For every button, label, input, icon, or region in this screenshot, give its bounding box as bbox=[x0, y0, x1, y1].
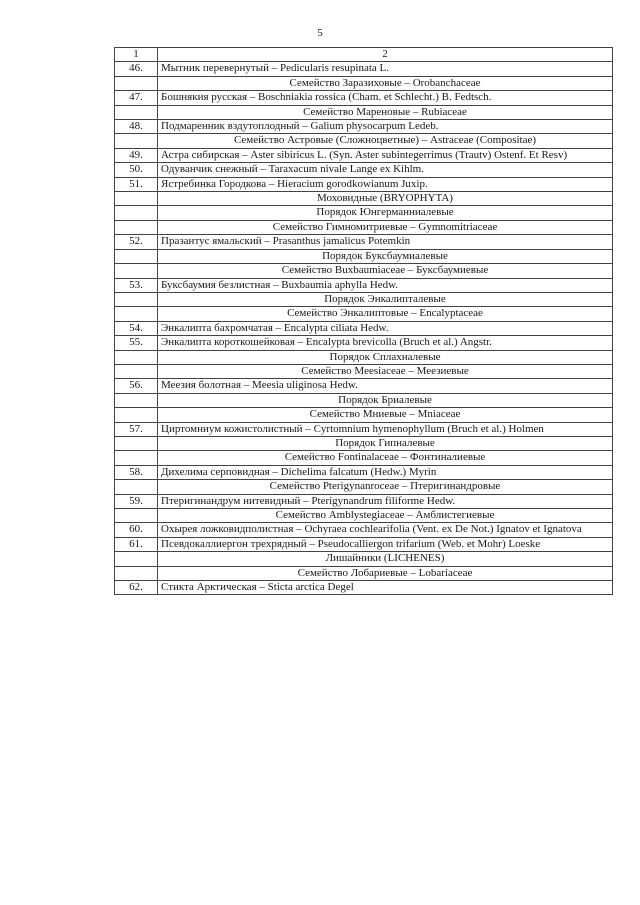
empty-number-cell bbox=[115, 408, 158, 422]
empty-number-cell bbox=[115, 292, 158, 306]
species-name-cell: Подмаренник вздутоплодный – Galium physocarpum Ledeb. bbox=[158, 120, 613, 134]
section-heading-row bbox=[115, 134, 613, 148]
section-heading-cell: Семейство Астровые (Сложноцветные) – Astraceae (Compositae) bbox=[158, 134, 613, 148]
species-number-cell: 60. bbox=[115, 523, 158, 537]
species-number-cell: 50. bbox=[115, 163, 158, 177]
species-row bbox=[115, 120, 613, 134]
species-name-cell: Циртомниум кожистолистный – Cyrtomnium hymenophyllum (Bruch et al.) Holmen bbox=[158, 422, 613, 436]
species-row bbox=[115, 465, 613, 479]
section-heading-row bbox=[115, 436, 613, 450]
species-name-cell: Стикта Арктическая – Sticta arctica Degel bbox=[158, 581, 613, 595]
species-row bbox=[115, 581, 613, 595]
section-heading-row bbox=[115, 264, 613, 278]
species-number-cell: 55. bbox=[115, 336, 158, 350]
species-number-cell: 61. bbox=[115, 537, 158, 551]
species-number-cell: 49. bbox=[115, 148, 158, 162]
section-heading-row bbox=[115, 206, 613, 220]
species-row bbox=[115, 494, 613, 508]
header-cell-name: 2 bbox=[158, 48, 613, 62]
empty-number-cell bbox=[115, 134, 158, 148]
species-row bbox=[115, 163, 613, 177]
section-heading-row bbox=[115, 192, 613, 206]
species-number-cell: 47. bbox=[115, 91, 158, 105]
species-number-cell: 56. bbox=[115, 379, 158, 393]
species-row bbox=[115, 336, 613, 350]
section-heading-row bbox=[115, 451, 613, 465]
species-row bbox=[115, 62, 613, 76]
species-row bbox=[115, 321, 613, 335]
header-cell-number: 1 bbox=[115, 48, 158, 62]
section-heading-cell: Моховидные (BRYOPHYTA) bbox=[158, 192, 613, 206]
empty-number-cell bbox=[115, 206, 158, 220]
species-number-cell: 59. bbox=[115, 494, 158, 508]
section-heading-cell: Семейство Fontinalaceae – Фонтиналиевые bbox=[158, 451, 613, 465]
section-heading-row bbox=[115, 509, 613, 523]
empty-number-cell bbox=[115, 509, 158, 523]
empty-number-cell bbox=[115, 105, 158, 119]
species-number-cell: 58. bbox=[115, 465, 158, 479]
species-name-cell: Буксбаумия безлистная – Buxbaumia aphylla Hedw. bbox=[158, 278, 613, 292]
empty-number-cell bbox=[115, 566, 158, 580]
section-heading-cell: Семейство Pterigynanroceae – Птеригинандровые bbox=[158, 480, 613, 494]
section-heading-cell: Порядок Сплахналевые bbox=[158, 350, 613, 364]
section-heading-cell: Семейство Meesiaceae – Меезиевые bbox=[158, 364, 613, 378]
species-name-cell: Энкалипта короткошейковая – Encalypta brevicolla (Bruch et al.) Angstr. bbox=[158, 336, 613, 350]
section-heading-row bbox=[115, 307, 613, 321]
section-heading-cell: Семейство Лобариевые – Lobariaceae bbox=[158, 566, 613, 580]
species-table bbox=[114, 47, 613, 595]
section-heading-row bbox=[115, 393, 613, 407]
section-heading-cell: Порядок Энкалипталевые bbox=[158, 292, 613, 306]
section-heading-row bbox=[115, 292, 613, 306]
empty-number-cell bbox=[115, 451, 158, 465]
section-heading-cell: Порядок Буксбаумиалевые bbox=[158, 249, 613, 263]
species-name-cell: Одуванчик снежный – Taraxacum nivale Lange ex Kihlm. bbox=[158, 163, 613, 177]
table-header-row bbox=[115, 48, 613, 62]
species-name-cell: Охырея ложковидполистная – Ochyraea cochlearifolia (Vent. ex De Not.) Ignatov et Ignatova bbox=[158, 523, 613, 537]
section-heading-cell: Семейство Мареновые – Rubiaceae bbox=[158, 105, 613, 119]
species-number-cell: 53. bbox=[115, 278, 158, 292]
species-table-body bbox=[115, 48, 613, 595]
species-name-cell: Празантус ямальский – Prasanthus jamalicus Potemkin bbox=[158, 235, 613, 249]
empty-number-cell bbox=[115, 364, 158, 378]
section-heading-row bbox=[115, 105, 613, 119]
species-row bbox=[115, 422, 613, 436]
species-row bbox=[115, 379, 613, 393]
section-heading-row bbox=[115, 249, 613, 263]
species-name-cell: Энкалипта бахромчатая – Encalypta ciliata Hedw. bbox=[158, 321, 613, 335]
species-row bbox=[115, 148, 613, 162]
species-number-cell: 54. bbox=[115, 321, 158, 335]
species-number-cell: 62. bbox=[115, 581, 158, 595]
empty-number-cell bbox=[115, 480, 158, 494]
species-number-cell: 46. bbox=[115, 62, 158, 76]
empty-number-cell bbox=[115, 350, 158, 364]
species-number-cell: 57. bbox=[115, 422, 158, 436]
species-name-cell: Меезия болотная – Meesia uliginosa Hedw. bbox=[158, 379, 613, 393]
section-heading-row bbox=[115, 76, 613, 90]
species-name-cell: Бошнякия русская – Boschniakia rossica (Cham. et Schlecht.) B. Fedtsch. bbox=[158, 91, 613, 105]
species-row bbox=[115, 523, 613, 537]
empty-number-cell bbox=[115, 552, 158, 566]
section-heading-cell: Семейство Гимномитриевые – Gymnomitriaceae bbox=[158, 220, 613, 234]
section-heading-row bbox=[115, 566, 613, 580]
section-heading-cell: Семейство Buxbaumiaceae – Буксбаумиевые bbox=[158, 264, 613, 278]
section-heading-cell: Семейство Заразиховые – Orobanchaceae bbox=[158, 76, 613, 90]
species-name-cell: Мытник перевернутый – Pedicularis resupinata L. bbox=[158, 62, 613, 76]
empty-number-cell bbox=[115, 76, 158, 90]
empty-number-cell bbox=[115, 192, 158, 206]
section-heading-row bbox=[115, 552, 613, 566]
section-heading-cell: Лишайники (LICHENES) bbox=[158, 552, 613, 566]
species-name-cell: Астра сибирская – Aster sibiricus L. (Syn. Aster subintegerrimus (Trautv) Ostenf. Et Resv) bbox=[158, 148, 613, 162]
species-name-cell: Ястребинка Городкова – Hieracium gorodkowianum Juxip. bbox=[158, 177, 613, 191]
section-heading-row bbox=[115, 220, 613, 234]
species-number-cell: 48. bbox=[115, 120, 158, 134]
empty-number-cell bbox=[115, 264, 158, 278]
species-name-cell: Псевдокаллиергон трехрядный – Pseudocalliergon trifarium (Web. et Mohr) Loeske bbox=[158, 537, 613, 551]
empty-number-cell bbox=[115, 436, 158, 450]
species-number-cell: 52. bbox=[115, 235, 158, 249]
species-name-cell: Дихелима серповидная – Dichelima falcatum (Hedw.) Myrin bbox=[158, 465, 613, 479]
species-row bbox=[115, 177, 613, 191]
species-row bbox=[115, 537, 613, 551]
empty-number-cell bbox=[115, 393, 158, 407]
section-heading-cell: Порядок Бриалевые bbox=[158, 393, 613, 407]
section-heading-cell: Семейство Энкалиптовые – Encalyptaceae bbox=[158, 307, 613, 321]
section-heading-row bbox=[115, 480, 613, 494]
section-heading-row bbox=[115, 364, 613, 378]
section-heading-cell: Семейство Мниевые – Mniaceae bbox=[158, 408, 613, 422]
section-heading-row bbox=[115, 408, 613, 422]
section-heading-cell: Порядок Юнгерманниалевые bbox=[158, 206, 613, 220]
section-heading-row bbox=[115, 350, 613, 364]
species-row bbox=[115, 235, 613, 249]
empty-number-cell bbox=[115, 307, 158, 321]
page-number: 5 bbox=[317, 27, 323, 39]
species-number-cell: 51. bbox=[115, 177, 158, 191]
species-row bbox=[115, 91, 613, 105]
section-heading-cell: Порядок Гипналевые bbox=[158, 436, 613, 450]
empty-number-cell bbox=[115, 249, 158, 263]
empty-number-cell bbox=[115, 220, 158, 234]
species-name-cell: Птеригинандрум нитевидный – Pterigynandrum filiforme Hedw. bbox=[158, 494, 613, 508]
section-heading-cell: Семейство Amblystegiaceae – Амблистегиевые bbox=[158, 509, 613, 523]
species-row bbox=[115, 278, 613, 292]
